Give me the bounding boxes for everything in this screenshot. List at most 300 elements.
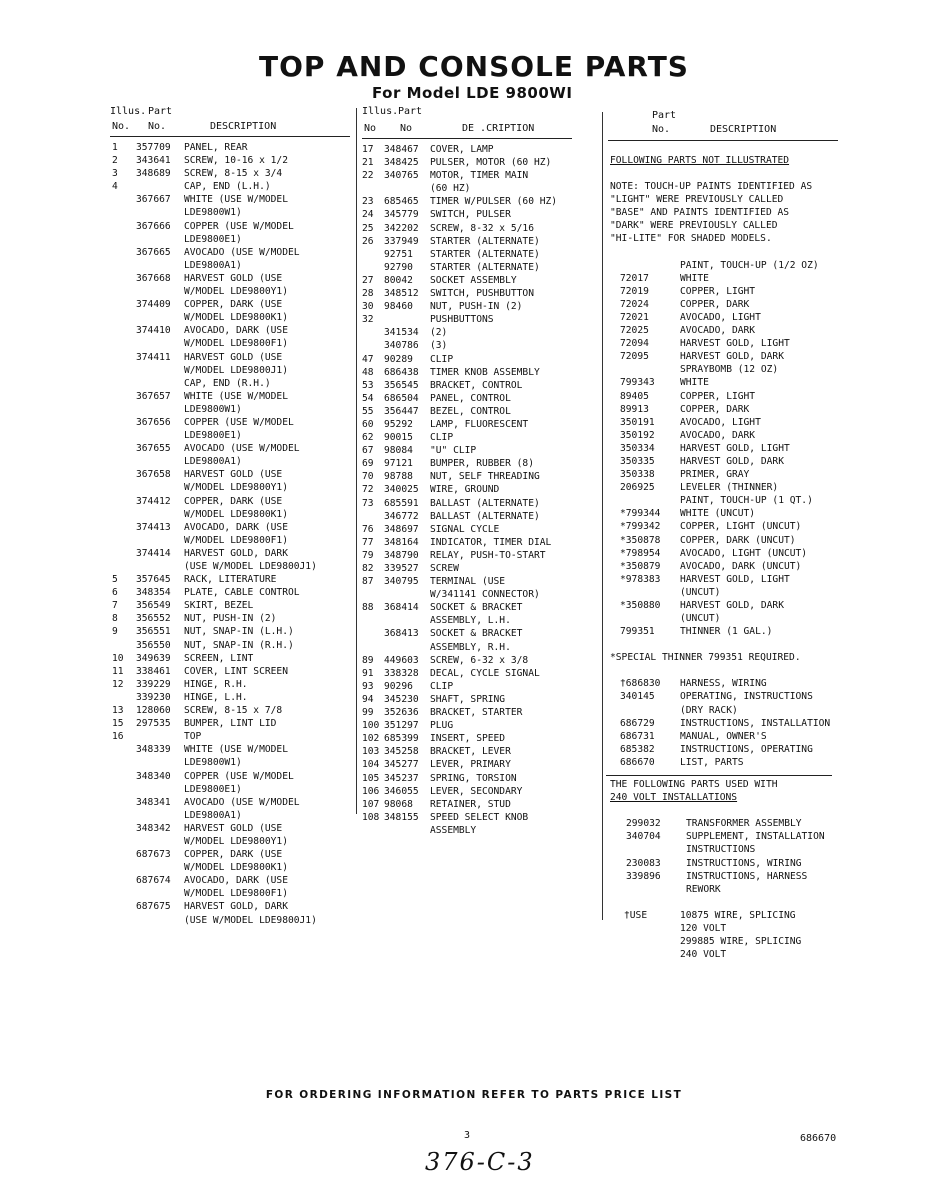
part-number: 350192 (620, 429, 655, 441)
table-row (110, 625, 350, 638)
part-description: 299885 WIRE, SPLICING (680, 935, 802, 947)
part-description: LDE9800A1) (184, 259, 242, 271)
part-description: W/MODEL LDE9800Y1) (184, 835, 288, 847)
part-number: *350880 (620, 600, 661, 611)
page-subtitle: For Model LDE 9800WI (372, 84, 573, 102)
part-number: 686504 (384, 392, 419, 404)
part-label: Part (652, 110, 677, 121)
section-heading: FOLLOWING PARTS NOT ILLUSTRATED (610, 155, 790, 166)
part-description: ASSEMBLY (430, 824, 477, 836)
description-label: DE .CRIPTION (462, 123, 535, 134)
part-number: 346055 (384, 785, 419, 797)
table-row (610, 756, 850, 769)
part-number: 368414 (384, 602, 419, 614)
table-row (362, 143, 600, 156)
illus-number: 69 (362, 458, 374, 470)
part-number: 348342 (136, 822, 171, 834)
table-row (362, 366, 600, 379)
part-description: COPPER (USE W/MODEL (184, 220, 294, 232)
part-description: LEVER, SECONDARY (430, 785, 523, 797)
part-description: PLATE, CABLE CONTROL (184, 587, 300, 599)
table-row (610, 350, 850, 363)
parts-column-1 (110, 141, 350, 927)
part-description: INSERT, SPEED (430, 733, 506, 745)
table-row (110, 351, 350, 364)
table-row (610, 935, 850, 948)
table-row (110, 233, 350, 246)
part-description: WHITE (UNCUT) (680, 508, 756, 520)
illus-number: 89 (362, 654, 374, 666)
illus-number: 28 (362, 288, 374, 300)
part-number: 90296 (384, 680, 413, 692)
part-description: "U" CLIP (430, 445, 477, 457)
illus-number: 23 (362, 196, 374, 208)
illus-number: 53 (362, 379, 374, 391)
part-description: HARVEST GOLD (USE (184, 272, 283, 284)
part-number: *978383 (620, 573, 661, 585)
part-number: 72024 (620, 298, 649, 310)
header-rule (110, 136, 350, 137)
illus-number: 12 (112, 678, 124, 690)
part-description: RACK, LITERATURE (184, 574, 277, 586)
table-row (362, 235, 600, 248)
part-number: 356545 (384, 379, 419, 391)
illus-number: 103 (362, 746, 380, 758)
table-row (110, 770, 350, 783)
part-description: SUPPLEMENT, INSTALLATION (686, 831, 825, 843)
table-row (362, 627, 600, 640)
table-row (110, 311, 350, 324)
table-row (610, 272, 850, 285)
table-row (110, 193, 350, 206)
illus-number: 79 (362, 549, 374, 561)
table-row (610, 677, 850, 690)
table-row (610, 586, 850, 599)
part-number: 687674 (136, 875, 171, 887)
table-row (110, 141, 350, 154)
part-description: HARVEST GOLD, DARK (680, 455, 784, 467)
part-description: SCREW, 10-16 x 1/2 (184, 155, 288, 167)
table-row (110, 508, 350, 521)
table-row (110, 390, 350, 403)
illus-number: 87 (362, 576, 374, 588)
part-description: WHITE (USE W/MODEL (184, 390, 288, 402)
part-description: W/MODEL LDE9800Y1) (184, 482, 288, 494)
illus-number: 6 (112, 587, 118, 599)
table-row (110, 848, 350, 861)
part-description: WHITE (680, 377, 709, 389)
part-number: 356447 (384, 405, 419, 417)
illus-number: 10 (112, 652, 124, 664)
part-number: 350335 (620, 455, 655, 467)
part-description: AVOCADO, LIGHT (680, 311, 761, 323)
part-number: 367658 (136, 469, 171, 481)
col2-header (362, 106, 572, 134)
table-row (110, 180, 350, 193)
part-description: W/MODEL LDE9800K1) (184, 312, 288, 324)
part-description: STARTER (ALTERNATE) (430, 235, 540, 247)
part-description: AVOCADO, LIGHT (680, 416, 761, 428)
part-description: AVOCADO, DARK (USE (184, 521, 288, 533)
part-description: SWITCH, PUSHBUTTON (430, 288, 534, 300)
part-number: 348164 (384, 536, 419, 548)
illus-number: 108 (362, 811, 380, 823)
part-number: 89405 (620, 390, 649, 402)
part-description: DECAL, CYCLE SIGNAL (430, 667, 540, 679)
table-row (110, 272, 350, 285)
table-row (610, 870, 850, 883)
part-description: COPPER (USE W/MODEL (184, 416, 294, 428)
illus-number: 21 (362, 157, 374, 169)
table-row (610, 324, 850, 337)
table-row (110, 442, 350, 455)
part-description: MOTOR, TIMER MAIN (430, 170, 529, 182)
part-description: W/MODEL LDE9800K1) (184, 508, 288, 520)
part-number: 345258 (384, 746, 419, 758)
illus-label: Illus. (110, 106, 147, 117)
part-number: 98084 (384, 445, 413, 457)
table-row (362, 497, 600, 510)
part-number: 374412 (136, 495, 171, 507)
table-row (610, 455, 850, 468)
illus-number: 60 (362, 418, 374, 430)
illus-number: 26 (362, 235, 374, 247)
part-description: COPPER, DARK (USE (184, 849, 283, 861)
illus-number: 91 (362, 667, 374, 679)
table-row (110, 678, 350, 691)
part-description: (UNCUT) (680, 613, 721, 625)
part-description: (USE W/MODEL LDE9800J1) (184, 914, 317, 926)
table-row (610, 390, 850, 403)
no-label: No. (652, 124, 671, 135)
note-line: "DARK" WERE PREVIOUSLY CALLED (610, 220, 778, 232)
part-description: SIGNAL CYCLE (430, 523, 500, 535)
part-description: SPRING, TORSION (430, 772, 517, 784)
table-row (362, 575, 600, 588)
part-description: NUT, PUSH-IN (2) (430, 301, 523, 313)
part-description: INSTRUCTIONS (686, 844, 756, 856)
part-number: 374411 (136, 351, 171, 363)
part-number: 299032 (626, 818, 661, 830)
table-row (362, 169, 600, 182)
part-number: 92751 (384, 248, 413, 260)
part-number: 338461 (136, 665, 171, 677)
table-row (110, 429, 350, 442)
table-row (362, 785, 600, 798)
part-number: 357709 (136, 142, 171, 153)
ordering-footer: FOR ORDERING INFORMATION REFER TO PARTS PRICE LIST (265, 1089, 683, 1101)
table-row (362, 654, 600, 667)
part-description: PRIMER, GRAY (680, 469, 750, 481)
part-description: AVOCADO (USE W/MODEL (184, 796, 300, 808)
table-row (110, 874, 350, 887)
part-number: 351297 (384, 720, 419, 732)
table-row (362, 510, 600, 523)
part-number: 340025 (384, 484, 419, 496)
part-description: BUMPER, LINT LID (184, 718, 277, 730)
part-number: 368413 (384, 628, 419, 640)
table-row (610, 311, 850, 324)
part-number: 97121 (384, 458, 413, 470)
part-description: BRACKET, CONTROL (430, 379, 523, 391)
part-description: INSTRUCTIONS, OPERATING (680, 743, 813, 755)
note-line: "BASE" AND PAINTS IDENTIFIED AS (610, 207, 790, 219)
table-row (110, 704, 350, 717)
part-number: 687673 (136, 849, 171, 861)
part-number: 685591 (384, 497, 419, 509)
table-row (362, 549, 600, 562)
part-description: COPPER (USE W/MODEL (184, 770, 294, 782)
table-row (362, 392, 600, 405)
part-number: 350334 (620, 442, 655, 454)
table-row (110, 730, 350, 743)
part-description: HINGE, R.H. (184, 678, 248, 690)
part-description: COPPER, DARK (USE (184, 299, 283, 311)
table-row (610, 494, 850, 507)
part-description: LDE9800A1) (184, 456, 242, 468)
part-description: INSTRUCTIONS, INSTALLATION (680, 717, 831, 729)
part-description: SCREW, 8-15 x 7/8 (184, 705, 283, 717)
part-description: INSTRUCTIONS, HARNESS (686, 870, 808, 882)
table-row (362, 483, 600, 496)
part-description: HARVEST GOLD (USE (184, 822, 283, 834)
illus-number: 100 (362, 720, 380, 732)
part-description: HARNESS, WIRING (680, 678, 767, 690)
part-number: 345237 (384, 772, 419, 784)
table-row (362, 667, 600, 680)
part-description: LDE9800A1) (184, 809, 242, 821)
no-label: No. (148, 121, 167, 132)
table-row (110, 259, 350, 272)
part-number: 338328 (384, 667, 419, 679)
table-row (110, 612, 350, 625)
part-number: 356552 (136, 613, 171, 625)
part-number: 98460 (384, 301, 413, 313)
part-number: 340145 (620, 691, 655, 703)
table-row (110, 743, 350, 756)
part-number: 348340 (136, 770, 171, 782)
part-description: PUSHBUTTONS (430, 314, 494, 326)
part-description: 240 VOLT (680, 949, 727, 961)
table-row (110, 534, 350, 547)
table-row (362, 719, 600, 732)
part-description: TRANSFORMER ASSEMBLY (686, 818, 802, 830)
table-row (110, 665, 350, 678)
table-row (110, 652, 350, 665)
table-row (610, 259, 850, 272)
table-row (362, 732, 600, 745)
part-description: 10875 WIRE, SPLICING (680, 909, 796, 921)
part-label: Part (148, 106, 173, 117)
part-number: 339229 (136, 678, 171, 690)
table-row (610, 599, 850, 612)
part-description: COPPER, DARK (UNCUT) (680, 534, 796, 546)
part-description: MANUAL, OWNER'S (680, 730, 767, 742)
part-description: (60 HZ) (430, 183, 471, 195)
part-number: 367657 (136, 390, 171, 402)
illus-number: 16 (112, 731, 124, 743)
part-description: HARVEST GOLD (USE (184, 469, 283, 481)
voltage-heading-line: THE FOLLOWING PARTS USED WITH (610, 779, 778, 791)
part-description: RETAINER, STUD (430, 798, 511, 810)
part-description: COPPER, DARK (680, 298, 750, 310)
illus-number: 99 (362, 707, 374, 719)
part-description: THINNER (1 GAL.) (680, 626, 773, 638)
table-row (110, 835, 350, 848)
table-row (110, 481, 350, 494)
part-number: 348354 (136, 587, 171, 599)
part-description: LIST, PARTS (680, 756, 744, 768)
illus-number: 82 (362, 563, 374, 574)
illus-number: 13 (112, 705, 124, 717)
table-row (110, 220, 350, 233)
table-row (610, 843, 850, 856)
part-number: 345779 (384, 209, 419, 221)
part-description: BALLAST (ALTERNATE) (430, 497, 540, 509)
note-line: "HI-LITE" FOR SHADED MODELS. (610, 233, 772, 245)
illus-number: 4 (112, 181, 118, 193)
table-row (110, 167, 350, 180)
illus-number: 3 (112, 168, 118, 180)
table-row (610, 830, 850, 843)
no-label: No. (112, 121, 131, 132)
part-number: 686438 (384, 366, 419, 378)
part-description: NUT, SELF THREADING (430, 471, 540, 483)
table-row (610, 857, 850, 870)
part-description: STARTER (ALTERNATE) (430, 261, 540, 273)
table-row (610, 743, 850, 756)
table-row (362, 772, 600, 785)
part-number: 72025 (620, 325, 649, 337)
part-description: REWORK (686, 883, 721, 895)
part-number: 340795 (384, 576, 419, 588)
illus-number: 70 (362, 471, 374, 483)
table-row (610, 922, 850, 935)
part-number: 352636 (384, 707, 419, 719)
part-description: PANEL, CONTROL (430, 392, 511, 404)
part-description: (3) (430, 340, 448, 352)
part-number: *798954 (620, 547, 661, 559)
table-row (362, 758, 600, 771)
part-description: CAP, END (L.H.) (184, 181, 271, 193)
part-description: LDE9800W1) (184, 207, 242, 219)
part-number: 374409 (136, 299, 171, 311)
part-number: 687675 (136, 901, 171, 913)
part-number: 356549 (136, 600, 171, 612)
illus-number: 30 (362, 301, 374, 313)
table-row (610, 612, 850, 625)
table-row (610, 376, 850, 389)
part-description: HARVEST GOLD, DARK (680, 600, 784, 611)
header-rule (608, 140, 838, 141)
part-description: RELAY, PUSH-TO-START (430, 549, 546, 561)
part-number: 348425 (384, 157, 419, 169)
table-row (362, 562, 600, 575)
part-number: 341534 (384, 327, 419, 339)
illus-number: 17 (362, 144, 374, 155)
part-description: SKIRT, BEZEL (184, 600, 254, 612)
table-row (610, 507, 850, 520)
table-row (610, 560, 850, 573)
table-row (362, 523, 600, 536)
part-label: Part (398, 106, 423, 117)
table-row (610, 717, 850, 730)
table-row (610, 690, 850, 703)
illus-number: 5 (112, 574, 118, 586)
part-description: HARVEST GOLD, LIGHT (680, 442, 790, 454)
table-row (610, 481, 850, 494)
illus-number: 88 (362, 602, 374, 614)
part-description: COVER, LAMP (430, 144, 494, 155)
part-description: HARVEST GOLD (USE (184, 351, 283, 363)
part-description: LDE9800E1) (184, 233, 242, 245)
part-description: W/MODEL LDE9800F1) (184, 338, 288, 350)
part-number: 95292 (384, 418, 413, 430)
part-number: *799344 (620, 508, 661, 520)
table-row (110, 783, 350, 796)
table-row (110, 154, 350, 167)
table-row (362, 156, 600, 169)
part-description: HARVEST GOLD, LIGHT (680, 338, 790, 350)
illus-number: 72 (362, 484, 374, 496)
table-row (362, 444, 600, 457)
part-description: W/MODEL LDE9800J1) (184, 364, 288, 376)
table-row (362, 680, 600, 693)
part-number: †686830 (620, 678, 661, 690)
illus-number: 76 (362, 523, 374, 535)
table-row (110, 599, 350, 612)
part-description: HARVEST GOLD, DARK (184, 901, 288, 913)
illus-number: 24 (362, 209, 374, 221)
part-description: TIMER W/PULSER (60 HZ) (430, 196, 558, 208)
part-number: 90289 (384, 353, 413, 365)
table-row (362, 379, 600, 392)
illus-number: 94 (362, 693, 374, 705)
part-number: 72021 (620, 311, 649, 323)
table-row (362, 405, 600, 418)
table-row (110, 324, 350, 337)
part-description: SPEED SELECT KNOB (430, 811, 529, 823)
part-description: W/MODEL LDE9800F1) (184, 888, 288, 900)
parts-column-3 (610, 154, 850, 961)
illus-number: 32 (362, 314, 374, 326)
part-description: PAINT, TOUCH-UP (1 QT.) (680, 495, 813, 507)
part-description: LEVELER (THINNER) (680, 482, 779, 494)
table-row (610, 909, 850, 922)
part-number: 799343 (620, 377, 655, 389)
table-row (610, 429, 850, 442)
column-divider (356, 108, 357, 814)
part-number: 339896 (626, 870, 661, 882)
part-number: 357645 (136, 574, 171, 586)
part-number: 72094 (620, 338, 649, 350)
part-number: 350338 (620, 469, 655, 481)
part-description: BRACKET, STARTER (430, 707, 523, 719)
part-description: CLIP (430, 432, 454, 444)
note-line: "LIGHT" WERE PREVIOUSLY CALLED (610, 194, 784, 206)
part-description: PULSER, MOTOR (60 HZ) (430, 157, 552, 169)
part-description: ASSEMBLY, L.H. (430, 615, 511, 627)
table-row (110, 285, 350, 298)
description-label: DESCRIPTION (210, 121, 277, 132)
table-row (610, 883, 850, 896)
part-number: 345277 (384, 759, 419, 771)
table-row (362, 182, 600, 195)
illus-number: 106 (362, 785, 380, 797)
part-description: COPPER, LIGHT (UNCUT) (680, 521, 802, 533)
table-row (610, 625, 850, 638)
illus-number: 7 (112, 600, 118, 612)
